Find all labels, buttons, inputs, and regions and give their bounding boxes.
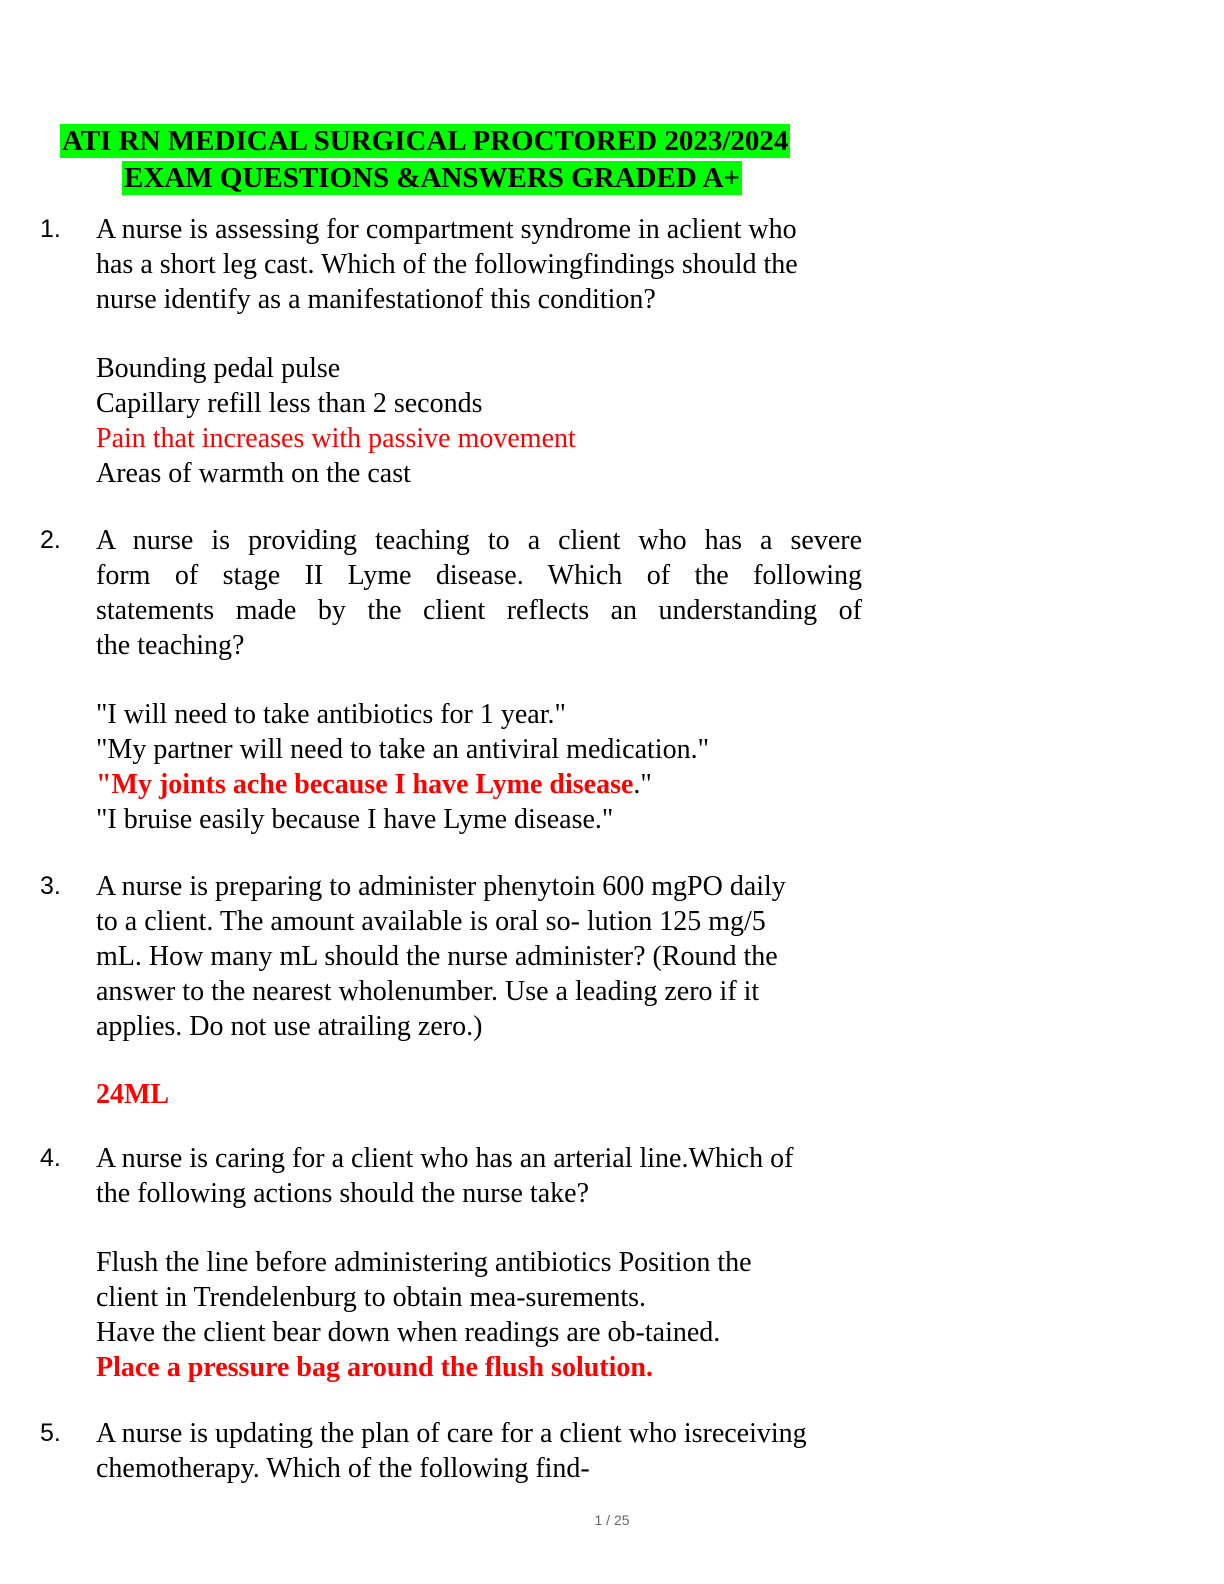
question-number: 1. [40, 215, 61, 243]
title-line-1: ATI RN MEDICAL SURGICAL PROCTORED 2023/2024 [62, 125, 789, 157]
answer-option: Have the client bear down when readings are ob-tained. [96, 1317, 721, 1348]
answer-option-correct: Pain that increases with passive movement [96, 423, 576, 454]
question-text-line: the following actions should the nurse take? [96, 1178, 589, 1209]
question-text [96, 523, 862, 663]
question-text-line: the teaching? [96, 630, 245, 661]
answer-option-correct [96, 767, 652, 802]
answer-option: "I will need to take antibiotics for 1 year." [96, 699, 566, 730]
question-text-line: A nurse is assessing for compartment syndrome in aclient who [96, 214, 797, 245]
answer-option: "I bruise easily because I have Lyme disease." [96, 804, 614, 835]
question-text-line: A nurse is preparing to administer phenytoin 600 mgPO daily [96, 871, 786, 902]
answer-option: Capillary refill less than 2 seconds [96, 388, 483, 419]
question-number: 5. [40, 1419, 61, 1447]
answer-option: client in Trendelenburg to obtain mea-surements. [96, 1282, 647, 1313]
answer-option: "My partner will need to take an antiviral medication." [96, 734, 709, 765]
question-text-line: statements made by the client reflects an understanding of [96, 595, 862, 626]
question-text-line: mL. How many mL should the nurse administer? (Round the [96, 941, 778, 972]
answer-suffix: ." [633, 769, 652, 800]
page-number: 1 / 25 [594, 1512, 630, 1528]
correct-answer-text: "My joints ache because I have Lyme disease [96, 769, 634, 800]
question-text-line: answer to the nearest wholenumber. Use a leading zero if it [96, 976, 760, 1007]
title-line-2: EXAM QUESTIONS &ANSWERS GRADED A+ [124, 162, 740, 194]
question-text-line: form of stage II Lyme disease. Which of the following [96, 560, 862, 591]
question-text-line: chemotherapy. Which of the following find- [96, 1453, 590, 1484]
question-text-line: A nurse is updating the plan of care for a client who isreceiving [96, 1418, 807, 1449]
answer-option: Flush the line before administering antibiotics Position the [96, 1247, 752, 1278]
question-number: 4. [40, 1144, 61, 1172]
question-text-line: A nurse is caring for a client who has an arterial line.Which of [96, 1143, 794, 1174]
answer-option: Areas of warmth on the cast [96, 458, 411, 489]
question-text-line: nurse identify as a manifestationof this condition? [96, 284, 656, 315]
question-text-line: to a client. The amount available is oral so- lution 125 mg/5 [96, 906, 766, 937]
question-number: 3. [40, 872, 61, 900]
question-number: 2. [40, 526, 61, 554]
answer-option-correct: Place a pressure bag around the flush solution. [96, 1352, 653, 1383]
answer-value: 24ML [96, 1079, 170, 1110]
question-text-line: A nurse is providing teaching to a client who has a severe [96, 525, 862, 556]
question-text-line: applies. Do not use atrailing zero.) [96, 1011, 483, 1042]
question-text-line: has a short leg cast. Which of the followingfindings should the [96, 249, 798, 280]
answer-option: Bounding pedal pulse [96, 353, 341, 384]
